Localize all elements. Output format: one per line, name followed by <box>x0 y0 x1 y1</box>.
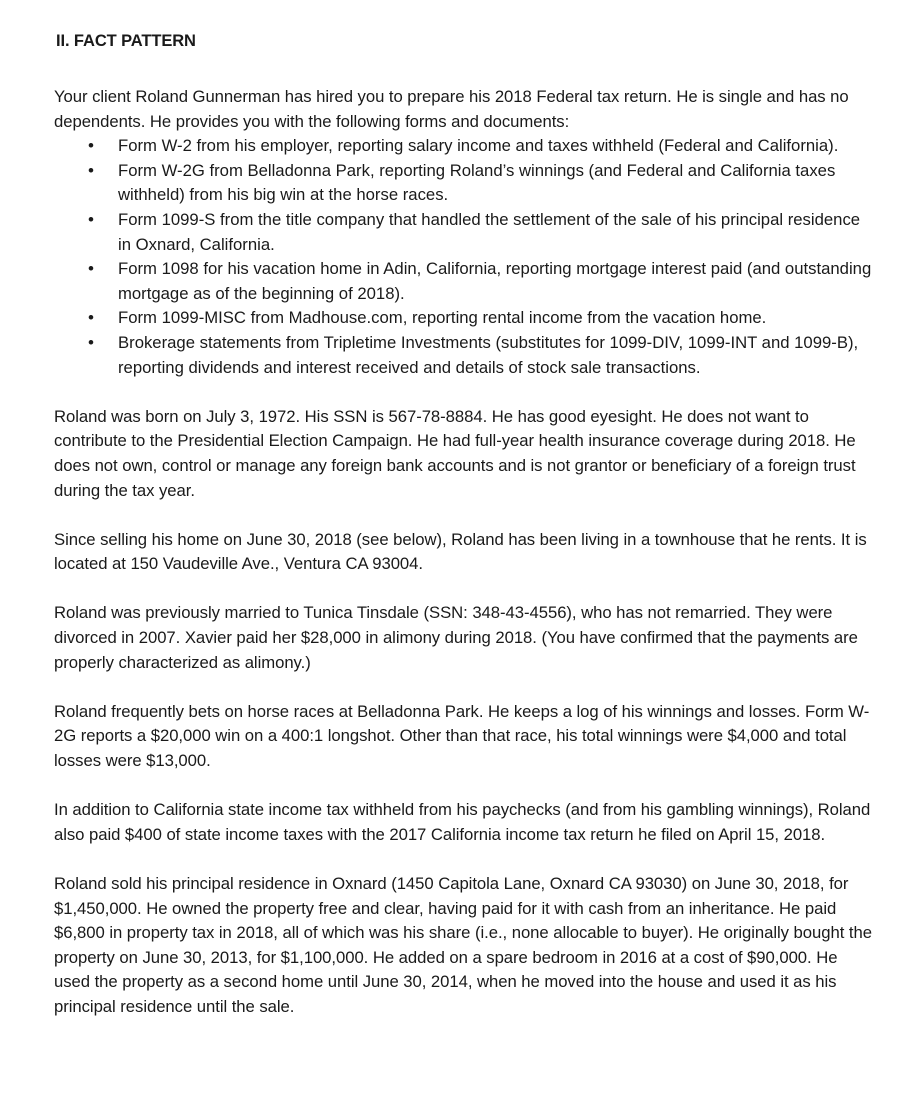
list-item: • Form 1098 for his vacation home in Adin, California, reporting mortgage interest paid (and outstanding mortgage as of the beginning of 2018). <box>88 257 874 306</box>
state-tax-paragraph: In addition to California state income tax withheld from his paychecks (and from his gambling winnings), Roland also paid $400 of state income taxes with the 2017 California income tax return he filed on April 15, 2018. <box>54 800 871 844</box>
list-item: • Brokerage statements from Tripletime Investments (substitutes for 1099-DIV, 1099-INT and 1099-B), reporting dividends and interest received and details of stock sale transactions. <box>88 331 874 380</box>
alimony-paragraph: Roland was previously married to Tunica Tinsdale (SSN: 348-43-4556), who has not remarried. They were divorced in 2007. Xavier paid her $28,000 in alimony during 2018. (You have confirmed that the payments are properly characterized as alimony.) <box>54 603 858 672</box>
personal-info-paragraph: Roland was born on July 3, 1972. His SSN is 567-78-8884. He has good eyesight. He does not want to contribute to the Presidential Election Campaign. He had full-year health insurance coverage during 2018. He does not own, control or manage any foreign bank accounts and is not grantor or beneficiary of a foreign trust during the tax year. <box>54 406 856 500</box>
list-item: • Form 1099-MISC from Madhouse.com, reporting rental income from the vacation home. <box>88 306 874 331</box>
residence-paragraph: Since selling his home on June 30, 2018 (see below), Roland has been living in a townhouse that he rents. It is located at 150 Vaudeville Ave., Ventura CA 93004. <box>54 529 867 574</box>
section-heading: II. FACT PATTERN <box>56 32 196 50</box>
gambling-paragraph: Roland frequently bets on horse races at Belladonna Park. He keeps a log of his winnings and losses. Form W-2G reports a $20,000 win on a 400:1 longshot. Other than that race, his total winnings were $4,000 and total losses were $13,000. <box>54 701 870 771</box>
spacer <box>54 380 874 405</box>
intro-paragraph: Your client Roland Gunnerman has hired you to prepare his 2018 Federal tax return. He is single and has no dependents. He provides you with the following forms and documents: <box>54 87 849 131</box>
home-sale-paragraph: Roland sold his principal residence in Oxnard (1450 Capitola Lane, Oxnard CA 93030) on June 30, 2018, for $1,450,000. He owned the property free and clear, having paid for it with cash from an inheritance. He paid $6,800 in property tax in 2018, all of which was his share (i.e., none allocable to buyer). He originally bought the property on June 30, 2013, for $1,100,000. He added on a spare bedroom in 2016 at a cost of $90,000. He used the property as a second home until June 30, 2014, when he moved into the house and used it as his principal residence until the sale. <box>54 874 872 1016</box>
documents-list <box>54 134 874 380</box>
list-item: • Form W-2G from Belladonna Park, reporting Roland’s winnings (and Federal and California taxes withheld) from his big win at the horse races. <box>88 159 874 208</box>
list-item: • Form 1099-S from the title company that handled the settlement of the sale of his principal residence in Oxnard, California. <box>88 208 874 257</box>
list-item: • Form W-2 from his employer, reporting salary income and taxes withheld (Federal and California). <box>88 134 874 159</box>
